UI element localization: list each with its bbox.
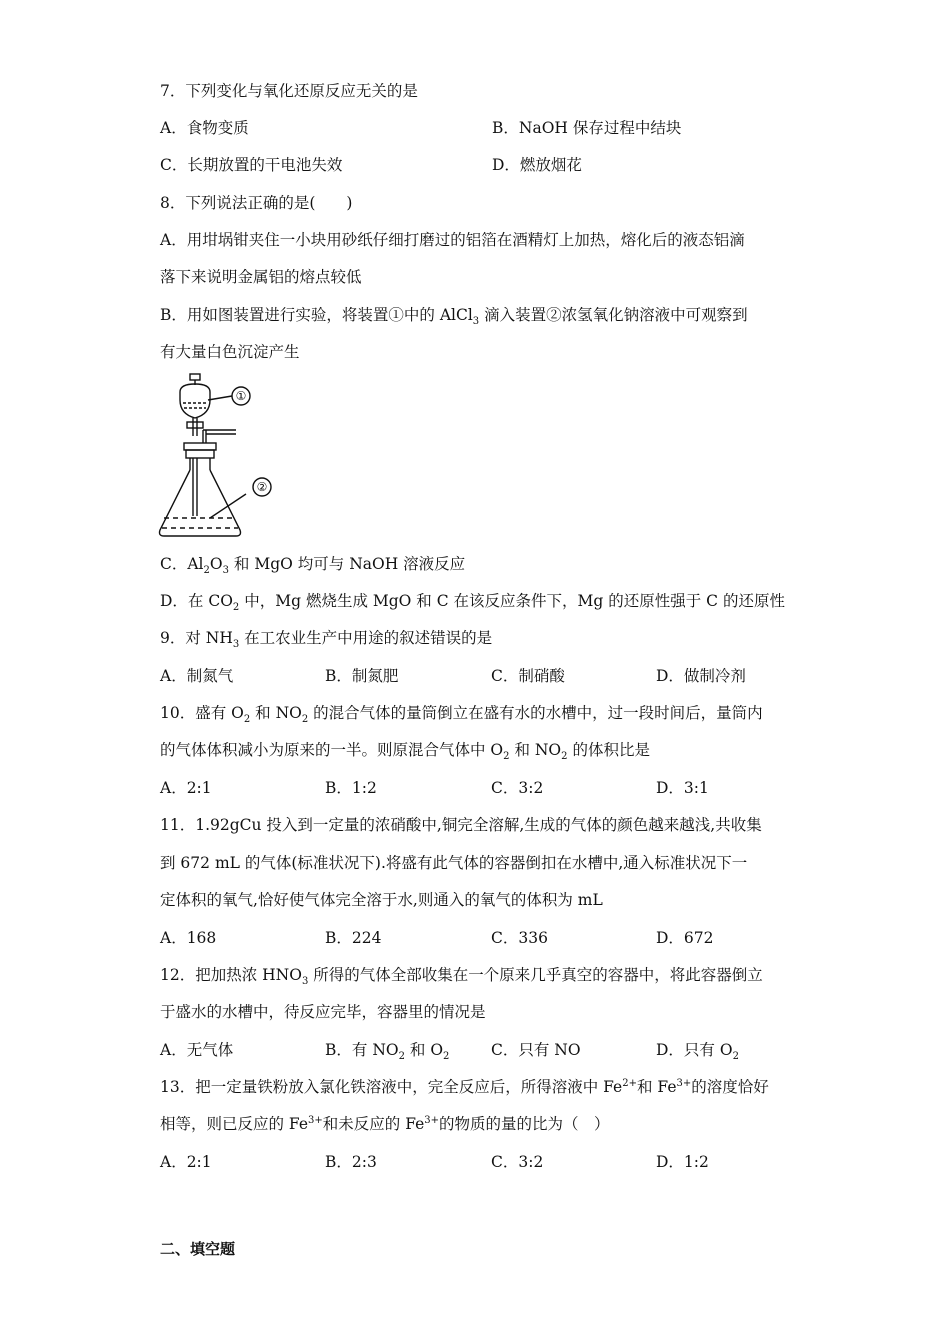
label-device-2: ② bbox=[256, 480, 268, 494]
q13-option-c: C．3:2 bbox=[491, 1153, 544, 1171]
q11-stem-line1: 11．1.92gCu 投入到一定量的浓硝酸中,铜完全溶解,生成的气体的颜色越来越浅,共收集 bbox=[160, 816, 762, 834]
q13-option-d: D．1:2 bbox=[656, 1153, 709, 1171]
q12-stem-line2: 于盛水的水槽中，待反应完毕，容器里的情况是 bbox=[160, 1003, 486, 1021]
q11-option-a: A．168 bbox=[160, 929, 217, 947]
q13-stem-line2: 相等，则已反应的 $Fe^{3+}$和未反应的 $Fe^{3+}$的物质的量的比为（ ） bbox=[160, 1114, 610, 1133]
q9-option-c: C．制硝酸 bbox=[491, 667, 565, 685]
q8-stem: 8．下列说法正确的是( ) bbox=[160, 194, 353, 212]
q8-option-d: D．在 $CO_2$ 中，Mg 燃烧生成 MgO 和 C 在该反应条件下，Mg 的还原性强于 C 的还原性 bbox=[160, 592, 785, 614]
q12-option-b: B．有 $NO_2$ 和 $O_2$ bbox=[325, 1041, 450, 1063]
q12-option-c: C．只有 NO bbox=[491, 1041, 581, 1059]
q10-option-c: C．3:2 bbox=[491, 779, 544, 797]
q10-stem-line2: 的气体体积减小为原来的一半。则原混合气体中 $O_2$ 和 $NO_2$ 的体积比是 bbox=[160, 741, 650, 763]
q11-stem-line2: 到 672 mL 的气体(标准状况下).将盛有此气体的容器倒扣在水槽中,通入标准状况下一 bbox=[160, 854, 748, 872]
q13-option-b: B．2:3 bbox=[325, 1153, 377, 1171]
q11-option-d: D．672 bbox=[656, 929, 714, 947]
q11-option-c: C．336 bbox=[491, 929, 548, 947]
q7-option-c: C．长期放置的干电池失效 bbox=[160, 156, 343, 174]
q7-option-d: D．燃放烟花 bbox=[492, 156, 582, 174]
q10-stem-line1: 10．盛有 $O_2$ 和 $NO_2$ 的混合气体的量筒倒立在盛有水的水槽中，过一段时间后，量筒内 bbox=[160, 704, 763, 726]
q11-option-b: B．224 bbox=[325, 929, 382, 947]
q9-option-b: B．制氮肥 bbox=[325, 667, 399, 685]
q10-option-d: D．3:1 bbox=[656, 779, 709, 797]
q13-stem-line1: 13．把一定量铁粉放入氯化铁溶液中，完全反应后，所得溶液中 $Fe^{2+}$和 $Fe^{3+}$的溶度恰好 bbox=[160, 1077, 769, 1096]
q10-option-a: A．2:1 bbox=[160, 779, 212, 797]
q9-option-d: D．做制冷剂 bbox=[656, 667, 746, 685]
section-heading-fill-blank: 二、填空题 bbox=[160, 1240, 236, 1258]
q9-stem: 9．对 $NH_3$ 在工农业生产中用途的叙述错误的是 bbox=[160, 629, 493, 651]
q8-option-b-line2: 有大量白色沉淀产生 bbox=[160, 343, 300, 361]
q9-option-a: A．制氮气 bbox=[160, 667, 234, 685]
experiment-apparatus-diagram bbox=[150, 368, 290, 548]
label-device-1: ① bbox=[235, 389, 247, 403]
q12-stem-line1: 12．把加热浓 $HNO_3$ 所得的气体全部收集在一个原来几乎真空的容器中，将此容器倒立 bbox=[160, 966, 763, 988]
q10-option-b: B．1:2 bbox=[325, 779, 377, 797]
q7-stem: 7．下列变化与氧化还原反应无关的是 bbox=[160, 82, 418, 100]
q13-option-a: A．2:1 bbox=[160, 1153, 212, 1171]
q11-stem-line3: 定体积的氧气,恰好使气体完全溶于水,则通入的氧气的体积为 mL bbox=[160, 891, 603, 909]
q8-option-c: C．$Al_2O_3$ 和 MgO 均可与 NaOH 溶液反应 bbox=[160, 555, 466, 577]
q8-option-a-line1: A．用坩埚钳夹住一小块用砂纸仔细打磨过的铝箔在酒精灯上加热，熔化后的液态铝滴 bbox=[160, 231, 745, 249]
q7-option-b: B．NaOH 保存过程中结块 bbox=[492, 119, 682, 137]
q12-option-a: A．无气体 bbox=[160, 1041, 234, 1059]
q8-option-b-line1: B．用如图装置进行实验，将装置①中的 AlCl$_3$ 滴入装置②浓氢氧化钠溶液中可观察到 bbox=[160, 306, 748, 328]
q7-option-a: A．食物变质 bbox=[160, 119, 249, 137]
q8-option-a-line2: 落下来说明金属铝的熔点较低 bbox=[160, 268, 362, 286]
q12-option-d: D．只有 $O_2$ bbox=[656, 1041, 739, 1063]
